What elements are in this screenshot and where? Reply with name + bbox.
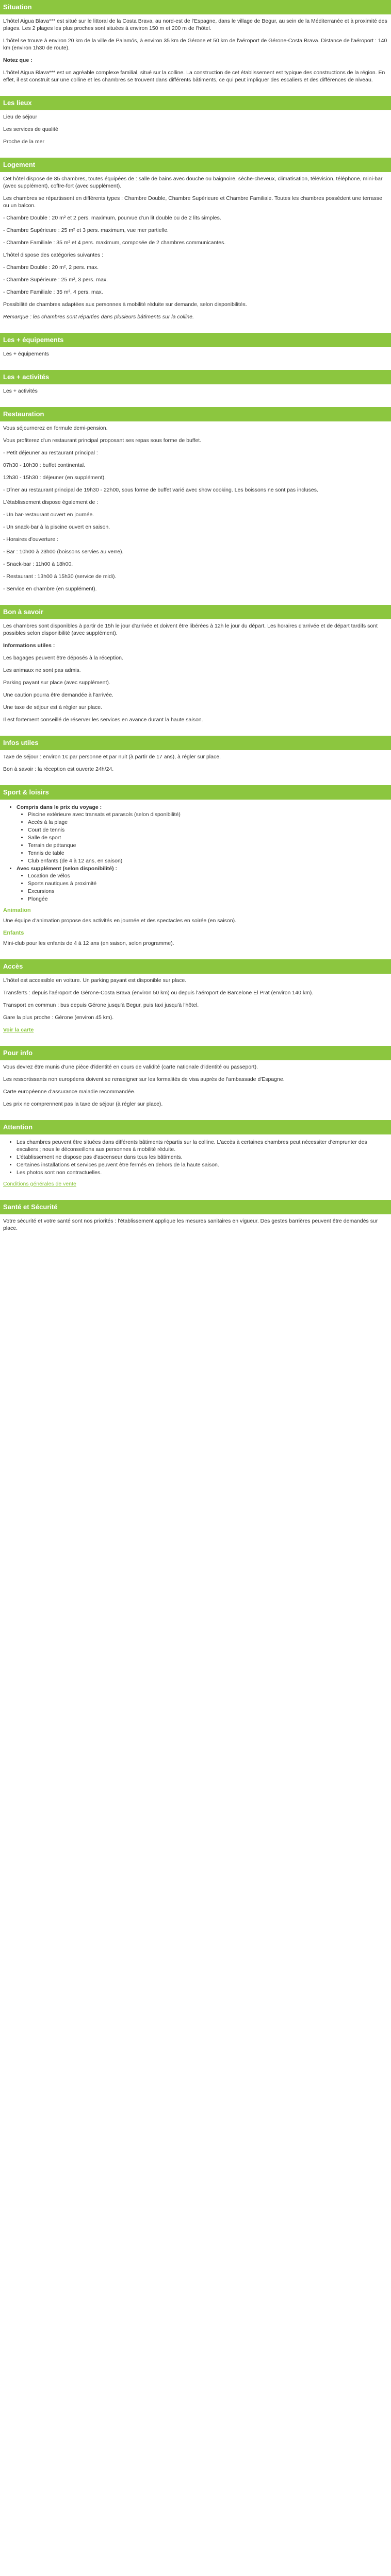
logement-category: - Chambre Double : 20 m², 2 pers. max. [3, 264, 99, 270]
lieux-content [0, 110, 391, 151]
logement-room-type: - Chambre Supérieure : 25 m² et 3 pers. maximum, vue mer partielle. [3, 227, 169, 233]
logement-remark: Remarque : les chambres sont réparties dans plusieurs bâtiments sur la colline. [3, 314, 194, 320]
restauration-item: - Un bar-restaurant ouvert en journée. [3, 512, 94, 518]
pourinfo-paragraph: Les ressortissants non européens doivent se renseigner sur les formalités de visa auprès de l'ambassade d'Espagne. [3, 1076, 285, 1082]
attention-list [3, 1139, 388, 1176]
section-header-acces: Accès [0, 959, 391, 974]
activites-content [0, 384, 391, 401]
enfants-title: Enfants [3, 930, 24, 936]
sports-sub-label: Avec supplément (selon disponibilité) : [17, 866, 118, 872]
logement-category: - Chambre Familiale : 35 m², 4 pers. max. [3, 289, 103, 295]
section-header-infos-utiles: Infos utiles [0, 736, 391, 750]
enfants-text: Mini-club pour les enfants de 4 à 12 ans (en saison, selon programme). [3, 940, 174, 946]
restauration-item: - Un snack-bar à la piscine ouvert en saison. [3, 524, 110, 530]
attention-content [0, 1134, 391, 1194]
attention-item: • Les photos sont non contractuelles. [17, 1169, 388, 1176]
sports-intro-label: Compris dans le prix du voyage : [17, 804, 102, 810]
bonavoir-item: Une caution pourra être demandée à l'arrivée. [3, 692, 113, 698]
restauration-hours: - Bar : 10h00 à 23h00 (boissons servies au verre). [3, 549, 124, 555]
sante-paragraph: Votre sécurité et votre santé sont nos priorités : l'établissement applique les mesures sanitaires en vigueur. Des gestes barrières peuvent être demandés sur place. [3, 1218, 378, 1231]
attention-item: • Les chambres peuvent être situées dans différents bâtiments répartis sur la colline. L'accès à certaines chambres peut nécessiter d'emprunter des escaliers ; nous le déconseillons aux personnes à mobilité réduite. [17, 1139, 388, 1153]
logement-category: - Chambre Supérieure : 25 m², 3 pers. max. [3, 277, 108, 283]
infos-content [0, 750, 391, 779]
sports-sub [17, 865, 388, 903]
animation-text: Une équipe d'animation propose des activités en journée et des spectacles en soirée (en saison). [3, 918, 237, 924]
map-link[interactable]: Voir la carte [3, 1027, 34, 1033]
section-header-bon-a-savoir: Bon à savoir [0, 605, 391, 619]
sports-included-list [17, 811, 388, 865]
situation-paragraph: L'hôtel Aigua Blava*** est situé sur le littoral de la Costa Brava, au nord-est de l'Espagne, dans le village de Begur, au sein de la Méditerranée et à proximité des plages. Les 2 plages les plus proches sont situées à environ 150 m et 200 m de l'hôtel. [3, 18, 387, 31]
restauration-paragraph: Vous séjournerez en formule demi-pension. [3, 425, 108, 431]
restauration-item: - Petit déjeuner au restaurant principal : [3, 450, 98, 456]
sports-item: • Excursions [28, 888, 388, 895]
sports-intro [17, 804, 388, 865]
logement-paragraph: Cet hôtel dispose de 85 chambres, toutes équipées de : salle de bains avec douche ou baignoire, sèche-cheveux, climatisation, télévision, téléphone, mini-bar (avec supplément), coffre-fort (avec supplément). [3, 176, 383, 189]
sports-item: • Location de vélos [28, 872, 388, 879]
bonavoir-item: Les animaux ne sont pas admis. [3, 667, 81, 673]
section-header-sante: Santé et Sécurité [0, 1200, 391, 1214]
sports-list [3, 804, 388, 903]
situation-content [0, 14, 391, 90]
section-header-logement: Logement [0, 158, 391, 172]
pourinfo-content [0, 1060, 391, 1114]
section-header-situation: Situation [0, 0, 391, 14]
restauration-hours: - Service en chambre (en supplément). [3, 586, 97, 592]
lieux-item: Proche de la mer [3, 139, 44, 145]
sports-item: • Plongée [28, 895, 388, 903]
activites-text: Les + activités [3, 388, 38, 394]
acces-paragraph: L'hôtel est accessible en voiture. Un parking payant est disponible sur place. [3, 977, 187, 984]
restauration-hours: - Restaurant : 13h00 à 15h30 (service de midi). [3, 573, 117, 580]
sports-item: • Sports nautiques à proximité [28, 880, 388, 887]
sports-item: • Terrain de pétanque [28, 842, 388, 849]
acces-paragraph: Transferts : depuis l'aéroport de Gérone-Costa Brava (environ 50 km) ou depuis l'aéroport de Barcelone El Prat (environ 140 km). [3, 990, 314, 996]
sports-item: • Tennis de table [28, 850, 388, 857]
attention-item: • L'établissement ne dispose pas d'ascenseur dans tous les bâtiments. [17, 1154, 388, 1161]
logement-room-type: - Chambre Double : 20 m² et 2 pers. maximum, pourvue d'un lit double ou de 2 lits simples. [3, 215, 221, 221]
section-header-restauration: Restauration [0, 407, 391, 421]
restauration-item: 07h30 - 10h30 : buffet continental. [3, 462, 86, 468]
terms-link[interactable]: Conditions générales de vente [3, 1181, 76, 1187]
acces-paragraph: Transport en commun : bus depuis Gérone jusqu'à Begur, puis taxi jusqu'à l'hôtel. [3, 1002, 199, 1008]
logement-content [0, 172, 391, 327]
bonavoir-paragraph: Les chambres sont disponibles à partir de 15h le jour d'arrivée et doivent être libérées à 12h le jour du départ. Les horaires d'arrivée et de départ tardifs sont possibles selon disponibilité (avec supplément). [3, 623, 378, 636]
section-header-sports: Sport & loisirs [0, 785, 391, 800]
restauration-paragraph: - Dîner au restaurant principal de 19h30 - 22h00, sous forme de buffet varié avec show cooking. Les boissons ne sont pas incluses. [3, 487, 318, 493]
acces-paragraph: Gare la plus proche : Gérone (environ 45 km). [3, 1014, 114, 1021]
sports-content [0, 800, 391, 953]
logement-paragraph: Les chambres se répartissent en différents types : Chambre Double, Chambre Supérieure et Chambre Familiale. Toutes les chambres possèdent une terrasse ou un balcon. [3, 195, 382, 209]
logement-paragraph: Possibilité de chambres adaptées aux personnes à mobilité réduite sur demande, selon disponibilités. [3, 301, 247, 308]
restauration-paragraph: Vous profiterez d'un restaurant principal proposant ses repas sous forme de buffet. [3, 437, 202, 444]
restauration-hours: - Snack-bar : 11h00 à 18h00. [3, 561, 73, 567]
pourinfo-paragraph: Vous devrez être munis d'une pièce d'identité en cours de validité (carte nationale d'identité ou passeport). [3, 1064, 258, 1070]
page [0, 0, 391, 1238]
equipements-content [0, 347, 391, 364]
section-header-pour-info: Pour info [0, 1046, 391, 1060]
restauration-hours-label: - Horaires d'ouverture : [3, 536, 59, 543]
restauration-content [0, 421, 391, 599]
lieux-item: Lieu de séjour [3, 114, 37, 120]
logement-room-type: - Chambre Familiale : 35 m² et 4 pers. maximum, composée de 2 chambres communicantes. [3, 240, 226, 246]
sports-item: • Salle de sport [28, 834, 388, 841]
sports-item: • Club enfants (de 4 à 12 ans, en saison) [28, 857, 388, 865]
bonavoir-label: Informations utiles : [3, 642, 55, 649]
section-header-attention: Attention [0, 1120, 391, 1134]
pourinfo-paragraph: Carte européenne d'assurance maladie recommandée. [3, 1089, 136, 1095]
acces-content [0, 974, 391, 1040]
animation-title: Animation [3, 907, 31, 913]
sports-extra-list [17, 872, 388, 903]
equipements-text: Les + équipements [3, 351, 50, 357]
sports-item: • Accès à la plage [28, 819, 388, 826]
section-header-equipements: Les + équipements [0, 333, 391, 347]
bonavoir-content [0, 619, 391, 730]
bonavoir-item: Les bagages peuvent être déposés à la réception. [3, 655, 123, 661]
situation-note-label: Notez que : [3, 57, 32, 63]
section-header-activites: Les + activités [0, 370, 391, 384]
bonavoir-item: Il est fortement conseillé de réserver les services en avance durant la haute saison. [3, 717, 203, 723]
logement-categories-label: L'hôtel dispose des catégories suivantes : [3, 252, 104, 258]
restauration-item: 12h30 - 15h30 : déjeuner (en supplément). [3, 474, 106, 481]
pourinfo-paragraph: Les prix ne comprennent pas la taxe de séjour (à régler sur place). [3, 1101, 163, 1107]
situation-paragraph: L'hôtel Aigua Blava*** est un agréable complexe familial, situé sur la colline. La construction de cet établissement est typique des constructions de la région. En effet, il est construit sur une colline et les chambres se trouvent dans différents bâtiments, ce qui peut impliquer des escaliers et des différences de niveau. [3, 70, 385, 83]
infos-paragraph: Taxe de séjour : environ 1€ par personne et par nuit (à partir de 17 ans), à régler sur place. [3, 754, 221, 760]
bonavoir-item: Parking payant sur place (avec supplément). [3, 680, 110, 686]
lieux-item: Les services de qualité [3, 126, 58, 132]
sante-content [0, 1214, 391, 1238]
situation-paragraph: L'hôtel se trouve à environ 20 km de la ville de Palamós, à environ 35 km de Gérone et 50 km de l'aéroport de Gérone-Costa Brava. Distance de l'aéroport : 140 km (environ 1h30 de route). [3, 38, 387, 51]
attention-item: • Certaines installations et services peuvent être fermés en dehors de la haute saison. [17, 1161, 388, 1168]
sports-item: • Piscine extérieure avec transats et parasols (selon disponibilité) [28, 811, 388, 818]
sports-item: • Court de tennis [28, 826, 388, 834]
infos-paragraph: Bon à savoir : la réception est ouverte 24h/24. [3, 766, 114, 772]
section-header-lieux: Les lieux [0, 96, 391, 110]
restauration-item: L'établissement dispose également de : [3, 499, 99, 505]
bonavoir-item: Une taxe de séjour est à régler sur place. [3, 704, 103, 710]
